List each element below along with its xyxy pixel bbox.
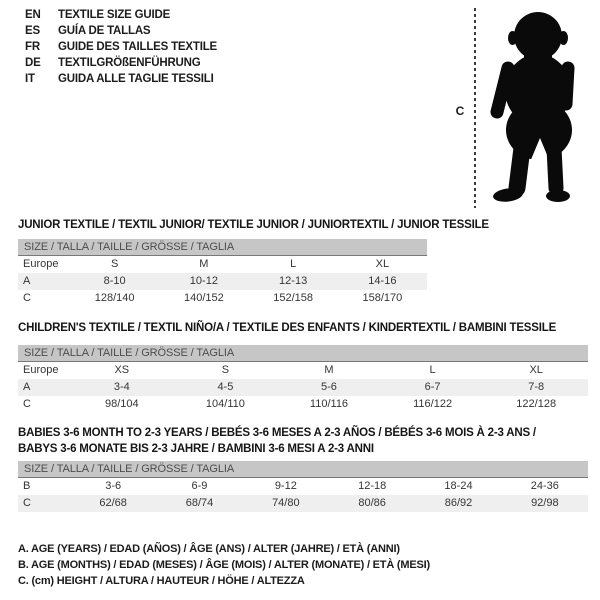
cell: 110/116	[309, 398, 349, 410]
table-row	[18, 256, 427, 273]
cell: 86/92	[444, 497, 473, 509]
list-item	[25, 7, 217, 23]
row-label: Europe	[23, 258, 59, 270]
cell: M	[199, 258, 209, 270]
language-code: ES	[25, 25, 40, 37]
cell: 122/128	[516, 398, 557, 410]
cell: S	[110, 258, 119, 270]
height-measure-dashed-line	[474, 8, 476, 208]
cell: 14-16	[368, 275, 397, 287]
cell: 68/74	[185, 497, 214, 509]
babies-textile-table	[18, 461, 588, 512]
children-textile-table	[18, 345, 588, 413]
table-row	[18, 478, 588, 495]
cell: 116/122	[413, 398, 453, 410]
row-label: C	[23, 497, 31, 509]
cell: 18-24	[444, 480, 473, 492]
table-row	[18, 273, 427, 290]
table-row	[18, 396, 588, 413]
language-code: FR	[25, 41, 40, 53]
row-label: B	[23, 480, 31, 492]
cell: 74/80	[272, 497, 300, 509]
list-item	[25, 55, 217, 71]
cell: 3-6	[105, 480, 122, 492]
list-item	[25, 23, 217, 39]
cell: 3-4	[113, 381, 130, 393]
cell: 158/170	[362, 292, 403, 304]
toddler-silhouette-image	[488, 8, 584, 206]
babies-title-line-2: BABYS 3-6 MONATE BIS 2-3 JAHRE / BAMBINI 3-6 MESI A 2-3 ANNI	[18, 443, 374, 455]
language-code: IT	[25, 73, 35, 85]
cell: 12-18	[358, 480, 387, 492]
language-code: DE	[25, 57, 41, 69]
cell: 10-12	[189, 275, 218, 287]
footnotes	[18, 541, 430, 589]
list-item	[25, 71, 217, 87]
table-row	[18, 362, 588, 379]
cell: XL	[529, 364, 543, 376]
cell: 9-12	[274, 480, 297, 492]
table-row	[18, 379, 588, 396]
cell: 80/86	[358, 497, 386, 509]
language-code: EN	[25, 9, 41, 21]
row-label: A	[23, 275, 31, 287]
row-label: C	[23, 398, 31, 410]
babies-title-line-1: BABIES 3-6 MONTH TO 2-3 YEARS / BEBÉS 3-6 MESES A 2-3 AÑOS / BÉBÉS 3-6 MOIS À 2-3 ANS /	[18, 427, 536, 439]
table-row	[18, 495, 588, 512]
row-label: Europe	[23, 364, 59, 376]
guide-title: GUIDE DES TAILLES TEXTILE	[58, 41, 217, 53]
children-table-title: CHILDREN'S TEXTILE / TEXTIL NIÑO/A / TEXTILE DES ENFANTS / KINDERTEXTIL / BAMBINI TESSILE	[18, 322, 557, 334]
footnote-a: A. AGE (YEARS) / EDAD (AÑOS) / ÂGE (ANS) / ALTER (JAHRE) / ETÀ (ANNI)	[18, 543, 400, 555]
height-measure-label: C	[455, 104, 465, 118]
guide-title: GUIDA ALLE TAGLIE TESSILI	[58, 73, 214, 85]
cell: 12-13	[279, 275, 308, 287]
guide-title: TEXTILGRÖßENFÜHRUNG	[58, 57, 201, 69]
cell: 24-36	[530, 480, 559, 492]
cell: XL	[375, 258, 390, 270]
cell: M	[324, 364, 334, 376]
table-row	[18, 290, 427, 307]
cell: 98/104	[104, 398, 139, 410]
language-title-list	[25, 7, 217, 87]
list-item	[25, 39, 217, 55]
junior-textile-table	[18, 239, 427, 307]
cell: XS	[114, 364, 130, 376]
cell: 152/158	[273, 292, 313, 304]
cell: 128/140	[94, 292, 135, 304]
junior-table-title: JUNIOR TEXTILE / TEXTIL JUNIOR/ TEXTILE JUNIOR / JUNIORTEXTIL / JUNIOR TESSILE	[18, 219, 489, 231]
cell: 104/110	[205, 398, 245, 410]
cell: 6-9	[191, 480, 208, 492]
guide-title: GUÍA DE TALLAS	[58, 25, 151, 37]
cell: 7-8	[528, 381, 545, 393]
cell: 6-7	[424, 381, 441, 393]
cell: 92/98	[531, 497, 559, 509]
cell: 140/152	[183, 292, 224, 304]
cell: 62/68	[99, 497, 127, 509]
row-label: C	[23, 292, 31, 304]
cell: L	[429, 364, 436, 376]
guide-title: TEXTILE SIZE GUIDE	[58, 9, 171, 21]
babies-table-title	[18, 425, 536, 457]
footnote-c: C. (cm) HEIGHT / ALTURA / HAUTEUR / HÖHE / ALTEZZA	[18, 575, 305, 587]
cell: S	[221, 364, 230, 376]
cell: 4-5	[217, 381, 234, 393]
size-header-bar: SIZE / TALLA / TAILLE / GRÖSSE / TAGLIA	[18, 239, 427, 256]
cell: L	[290, 258, 297, 270]
footnote-b: B. AGE (MONTHS) / EDAD (MESES) / ÂGE (MOIS) / ALTER (MONATE) / ETÀ (MESI)	[18, 559, 430, 571]
cell: 8-10	[103, 275, 126, 287]
row-label: A	[23, 381, 31, 393]
size-header-bar: SIZE / TALLA / TAILLE / GRÖSSE / TAGLIA	[18, 345, 588, 362]
size-header-bar: SIZE / TALLA / TAILLE / GRÖSSE / TAGLIA	[18, 461, 588, 478]
cell: 5-6	[321, 381, 337, 393]
